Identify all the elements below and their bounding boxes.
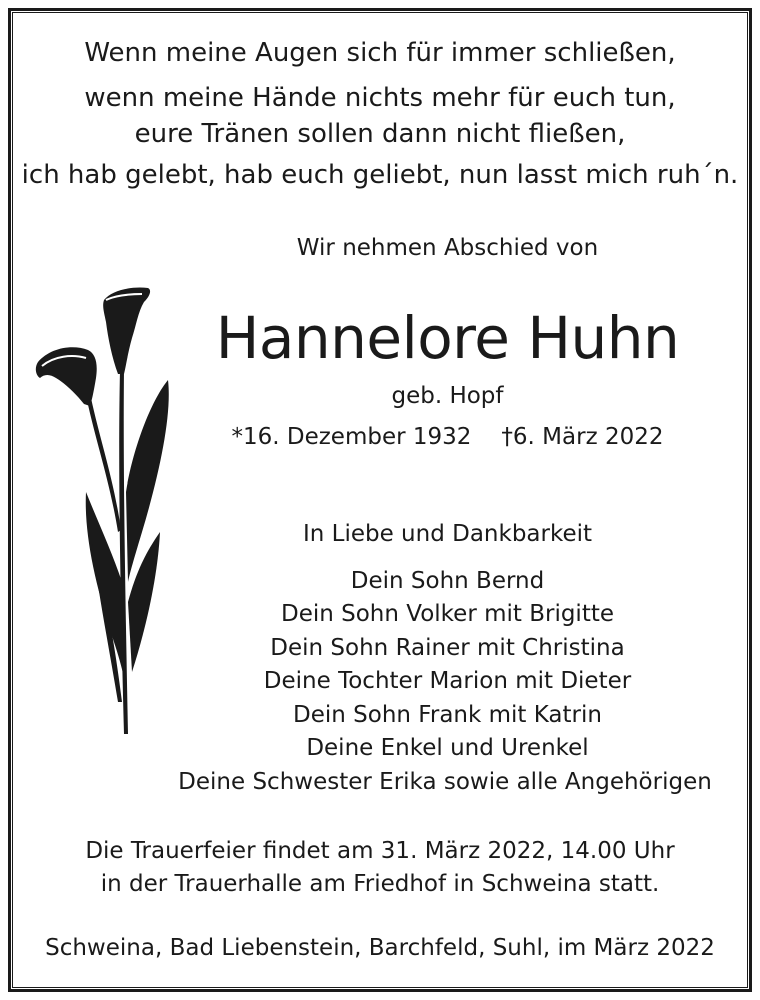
gratitude-text: In Liebe und Dankbarkeit	[302, 521, 593, 547]
poem-line-2: wenn meine Hände nichts mehr für euch tun,	[84, 83, 676, 113]
mourner-7: Deine Schwester Erika sowie alle Angehörigen	[178, 769, 712, 795]
closing-line: Schweina, Bad Liebenstein, Barchfeld, Suhl, im März 2022	[45, 935, 715, 961]
calla-lily-icon	[32, 282, 177, 742]
poem-line-3: eure Tränen sollen dann nicht fließen,	[134, 119, 626, 149]
death-date: †6. März 2022	[501, 424, 664, 450]
birth-date: *16. Dezember 1932	[231, 424, 472, 450]
deceased-name: Hannelore Huhn	[215, 304, 680, 372]
mourner-1: Dein Sohn Bernd	[350, 568, 545, 594]
poem-line-1: Wenn meine Augen sich für immer schließen,	[84, 38, 676, 68]
intro-text: Wir nehmen Abschied von	[296, 235, 599, 261]
funeral-line-1: Die Trauerfeier findet am 31. März 2022, 14.00 Uhr	[85, 838, 675, 864]
mourner-3: Dein Sohn Rainer mit Christina	[270, 635, 625, 661]
mourner-6: Deine Enkel und Urenkel	[306, 735, 589, 761]
poem-line-4: ich hab gelebt, hab euch geliebt, nun lasst mich ruh´n.	[21, 160, 739, 190]
birth-name: geb. Hopf	[391, 383, 504, 409]
life-dates	[205, 421, 690, 453]
mourner-5: Dein Sohn Frank mit Katrin	[293, 702, 602, 728]
mourner-2: Dein Sohn Volker mit Brigitte	[280, 601, 615, 627]
funeral-line-2: in der Trauerhalle am Friedhof in Schweina statt.	[100, 871, 660, 897]
mourner-4: Deine Tochter Marion mit Dieter	[263, 668, 632, 694]
